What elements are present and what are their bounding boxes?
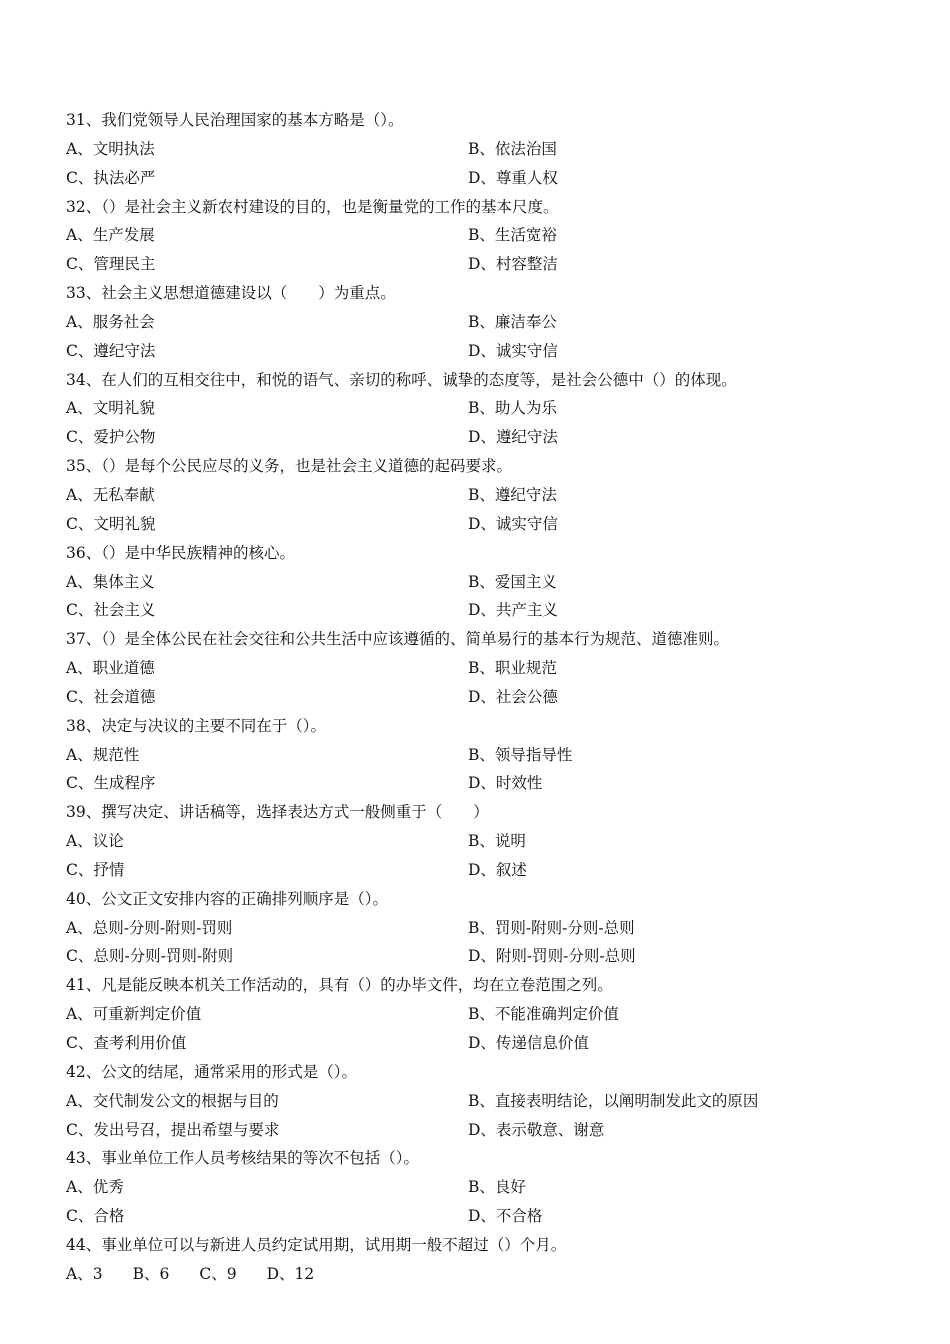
option-row bbox=[66, 741, 906, 770]
option: C、抒情 bbox=[66, 860, 125, 879]
question-text: 31、我们党领导人民治理国家的基本方略是（）。 bbox=[66, 111, 404, 129]
option: B、爱国主义 bbox=[468, 572, 557, 591]
option: B、说明 bbox=[468, 832, 526, 851]
option-row bbox=[66, 250, 906, 279]
option: B、不能准确判定价值 bbox=[468, 1005, 619, 1024]
option: C、社会主义 bbox=[66, 601, 156, 620]
option: A、总则-分则-附则-罚则 bbox=[66, 918, 233, 937]
question-text: 43、事业单位工作人员考核结果的等次不包括（）。 bbox=[66, 1149, 419, 1168]
option-row bbox=[66, 1000, 906, 1029]
option: A、可重新判定价值 bbox=[66, 1005, 202, 1024]
option-row bbox=[66, 769, 906, 798]
option: D、尊重人权 bbox=[468, 168, 558, 187]
option: D、12 bbox=[266, 1264, 315, 1283]
option-row bbox=[66, 1087, 906, 1116]
question-text: 32、（）是社会主义新农村建设的目的，也是衡量党的工作的基本尺度。 bbox=[66, 197, 559, 216]
question-text: 40、公文正文安排内容的正确排列顺序是（）。 bbox=[66, 889, 388, 908]
option: D、诚实守信 bbox=[468, 514, 558, 533]
option-row bbox=[66, 1260, 906, 1289]
question-text: 34、在人们的互相交往中，和悦的语气、亲切的称呼、诚挚的态度等，是社会公德中（）的体现。 bbox=[66, 370, 737, 389]
question-text: 44、事业单位可以与新进人员约定试用期，试用期一般不超过（）个月。 bbox=[66, 1235, 567, 1254]
option-row bbox=[66, 654, 906, 683]
option-row bbox=[66, 596, 906, 625]
question-text: 35、（）是每个公民应尽的义务，也是社会主义道德的起码要求。 bbox=[66, 457, 512, 476]
option: C、生成程序 bbox=[66, 774, 156, 793]
option-row bbox=[66, 942, 906, 971]
option: C、合格 bbox=[66, 1207, 125, 1226]
option: D、表示敬意、谢意 bbox=[468, 1120, 605, 1139]
option: A、服务社会 bbox=[66, 312, 155, 331]
option: B、直接表明结论，以阐明制发此文的原因 bbox=[468, 1091, 759, 1110]
option: A、无私奉献 bbox=[66, 485, 155, 504]
option-row bbox=[66, 568, 906, 597]
option: A、规范性 bbox=[66, 745, 140, 764]
option: D、叙述 bbox=[468, 860, 527, 879]
option: B、领导指导性 bbox=[468, 745, 573, 764]
option: A、3 bbox=[66, 1264, 103, 1283]
option: A、文明礼貌 bbox=[66, 399, 155, 418]
question-text: 33、社会主义思想道德建设以（ ）为重点。 bbox=[66, 284, 396, 303]
option-row bbox=[66, 856, 906, 885]
option: A、交代制发公文的根据与目的 bbox=[66, 1091, 279, 1110]
question-text: 36、（）是中华民族精神的核心。 bbox=[66, 543, 295, 562]
option: B、职业规范 bbox=[468, 659, 557, 678]
option: C、社会道德 bbox=[66, 687, 156, 706]
option: D、共产主义 bbox=[468, 601, 558, 620]
option: C、查考利用价值 bbox=[66, 1034, 187, 1052]
option: B、遵纪守法 bbox=[468, 485, 557, 504]
option-row bbox=[66, 1116, 906, 1145]
option: A、议论 bbox=[66, 832, 124, 851]
option: B、依法治国 bbox=[468, 139, 557, 158]
option: D、时效性 bbox=[468, 774, 543, 793]
option: A、职业道德 bbox=[66, 659, 155, 678]
option: D、不合格 bbox=[468, 1207, 543, 1226]
option-row bbox=[66, 337, 906, 366]
option-row bbox=[66, 423, 906, 452]
question-text: 38、决定与决议的主要不同在于（）。 bbox=[66, 716, 326, 735]
option-row bbox=[66, 221, 906, 250]
option-row bbox=[66, 1202, 906, 1231]
option: A、优秀 bbox=[66, 1178, 124, 1197]
option-row bbox=[66, 135, 906, 164]
option: B、良好 bbox=[468, 1178, 526, 1197]
option: B、6 bbox=[132, 1264, 170, 1283]
option-row bbox=[66, 481, 906, 510]
option: B、廉洁奉公 bbox=[468, 312, 557, 331]
option: A、生产发展 bbox=[66, 226, 155, 245]
option-row bbox=[66, 308, 906, 337]
option: D、村容整洁 bbox=[468, 255, 558, 274]
option: C、遵纪守法 bbox=[66, 341, 156, 360]
option: C、爱护公物 bbox=[66, 428, 156, 447]
option-row bbox=[66, 683, 906, 712]
option: C、管理民主 bbox=[66, 255, 156, 274]
option: D、社会公德 bbox=[468, 687, 558, 706]
option-row bbox=[66, 394, 906, 423]
option: B、生活宽裕 bbox=[468, 226, 557, 245]
option-row bbox=[66, 1029, 906, 1058]
option-row bbox=[66, 510, 906, 539]
option: B、助人为乐 bbox=[468, 399, 557, 418]
option-row bbox=[66, 164, 906, 193]
question-text: 41、凡是能反映本机关工作活动的，具有（）的办毕文件，均在立卷范围之列。 bbox=[66, 976, 613, 995]
option: C、发出号召，提出希望与要求 bbox=[66, 1120, 280, 1139]
option: C、执法必严 bbox=[66, 168, 156, 187]
question-text: 39、撰写决定、讲话稿等，选择表达方式一般侧重于（ ） bbox=[66, 803, 489, 822]
option: D、遵纪守法 bbox=[468, 428, 558, 447]
option: C、总则-分则-罚则-附则 bbox=[66, 947, 234, 966]
option: B、罚则-附则-分则-总则 bbox=[468, 918, 635, 937]
option-row bbox=[66, 1173, 906, 1202]
exam-document bbox=[66, 106, 906, 1289]
option-row bbox=[66, 827, 906, 856]
option-row bbox=[66, 914, 906, 943]
question-text: 37、（）是全体公民在社会交往和公共生活中应该遵循的、简单易行的基本行为规范、道德准则。 bbox=[66, 630, 729, 649]
option: C、9 bbox=[199, 1264, 237, 1283]
option: D、传递信息价值 bbox=[468, 1034, 589, 1052]
option: D、附则-罚则-分则-总则 bbox=[468, 947, 636, 966]
option: A、集体主义 bbox=[66, 572, 155, 591]
question-text: 42、公文的结尾，通常采用的形式是（）。 bbox=[66, 1062, 357, 1081]
option: C、文明礼貌 bbox=[66, 514, 156, 533]
option: A、文明执法 bbox=[66, 139, 155, 158]
option: D、诚实守信 bbox=[468, 341, 558, 360]
